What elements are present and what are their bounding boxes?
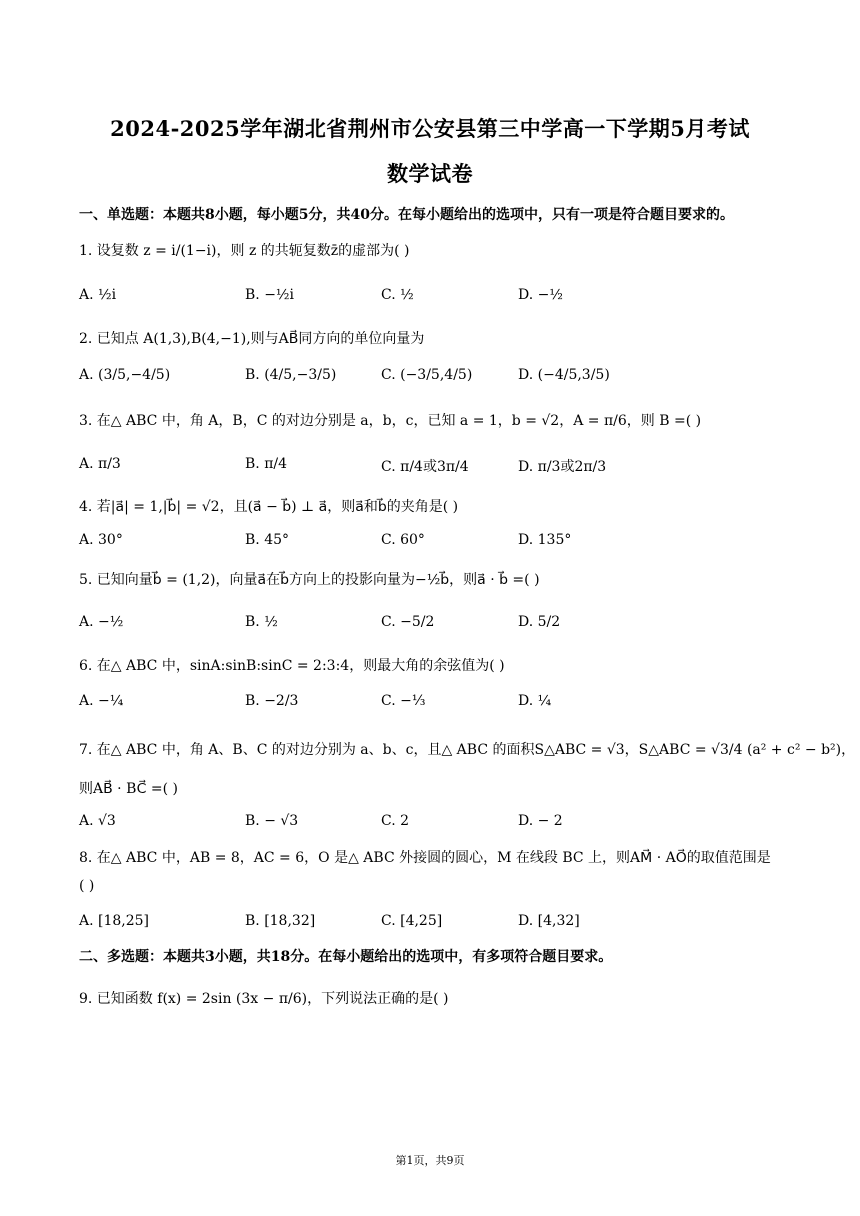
question-2-stem: 2. 已知点 A(1,3),B(4,−1),则与AB⃗同方向的单位向量为 [79,331,425,347]
question-2-option-c: C. (−3/5,4/5) [381,367,473,383]
question-5-option-a: A. −½ [79,614,124,630]
question-5-option-c: C. −5/2 [381,614,435,630]
question-6-option-d: D. ¼ [518,693,552,709]
exam-title: 2024-2025学年湖北省荆州市公安县第三中学高一下学期5月考试 [110,116,750,141]
question-5-option-b: B. ½ [245,614,278,630]
question-8-option-b: B. [18,32] [245,913,316,929]
question-4-option-a: A. 30° [79,532,123,548]
question-3-option-b: B. π/4 [245,456,288,472]
question-1-option-a: A. ½i [79,287,117,303]
question-5-option-d: D. 5/2 [518,614,561,630]
question-3-option-d: D. π/3或2π/3 [518,459,607,475]
question-8-option-d: D. [4,32] [518,913,580,929]
question-7-option-a: A. √3 [79,813,116,829]
question-7-option-b: B. − √3 [245,813,299,829]
question-1-stem: 1. 设复数 z = i/(1−i)，则 z 的共轭复数z̄的虚部为( ) [79,243,410,259]
question-7-stem-continued: 则AB⃗ · BC⃗ =( ) [79,781,178,797]
section-heading-multiple-choice: 二、多选题：本题共3小题，共18分。在每小题给出的选项中，有多项符合题目要求。 [79,949,613,965]
question-1-option-c: C. ½ [381,287,414,303]
question-3-stem: 3. 在△ ABC 中，角 A，B，C 的对边分别是 a，b，c，已知 a = 1，b = √2，A = π/6，则 B =( ) [79,413,702,429]
question-2-option-a: A. (3/5,−4/5) [79,367,171,383]
section-heading-single-choice: 一、单选题：本题共8小题，每小题5分，共40分。在每小题给出的选项中，只有一项是符合题目要求的。 [79,207,734,223]
question-1-option-b: B. −½i [245,287,294,303]
page-number: 第1页，共9页 [395,1154,465,1167]
question-7-option-c: C. 2 [381,813,410,829]
question-8-stem: 8. 在△ ABC 中，AB = 8，AC = 6，O 是△ ABC 外接圆的圆心，M 在线段 BC 上，则AM⃗ · AO⃗的取值范围是 [79,850,771,866]
question-6-option-a: A. −¼ [79,693,124,709]
question-2-option-d: D. (−4/5,3/5) [518,367,610,383]
question-4-stem: 4. 若|a⃗| = 1,|b⃗| = √2，且(a⃗ − b⃗) ⊥ a⃗，则a⃗和b⃗的夹角是( ) [79,499,459,515]
question-6-stem: 6. 在△ ABC 中，sinA:sinB:sinC = 2:3:4，则最大角的余弦值为( ) [79,658,505,674]
question-6-option-b: B. −2/3 [245,693,299,709]
question-1-option-d: D. −½ [518,287,563,303]
question-2-option-b: B. (4/5,−3/5) [245,367,337,383]
exam-subtitle: 数学试卷 [387,161,473,186]
question-6-option-c: C. −⅓ [381,693,426,709]
question-4-option-c: C. 60° [381,532,425,548]
question-8-option-a: A. [18,25] [79,913,150,929]
question-3-option-c: C. π/4或3π/4 [381,459,469,475]
question-4-option-b: B. 45° [245,532,290,548]
question-5-stem: 5. 已知向量b⃗ = (1,2)，向量a⃗在b⃗方向上的投影向量为−½b⃗，则a⃗ · b⃗ =( ) [79,572,540,588]
question-7-stem: 7. 在△ ABC 中，角 A、B、C 的对边分别为 a、b、c，且△ ABC 的面积S△ABC = √3，S△ABC = √3/4 (a² + c² − b²)， [79,742,856,758]
question-3-option-a: A. π/3 [79,456,121,472]
question-9-stem: 9. 已知函数 f(x) = 2sin (3x − π/6)，下列说法正确的是( ) [79,991,449,1007]
question-8-option-c: C. [4,25] [381,913,443,929]
question-4-option-d: D. 135° [518,532,572,548]
question-7-option-d: D. − 2 [518,813,563,829]
question-8-stem-continued: ( ) [79,878,95,894]
